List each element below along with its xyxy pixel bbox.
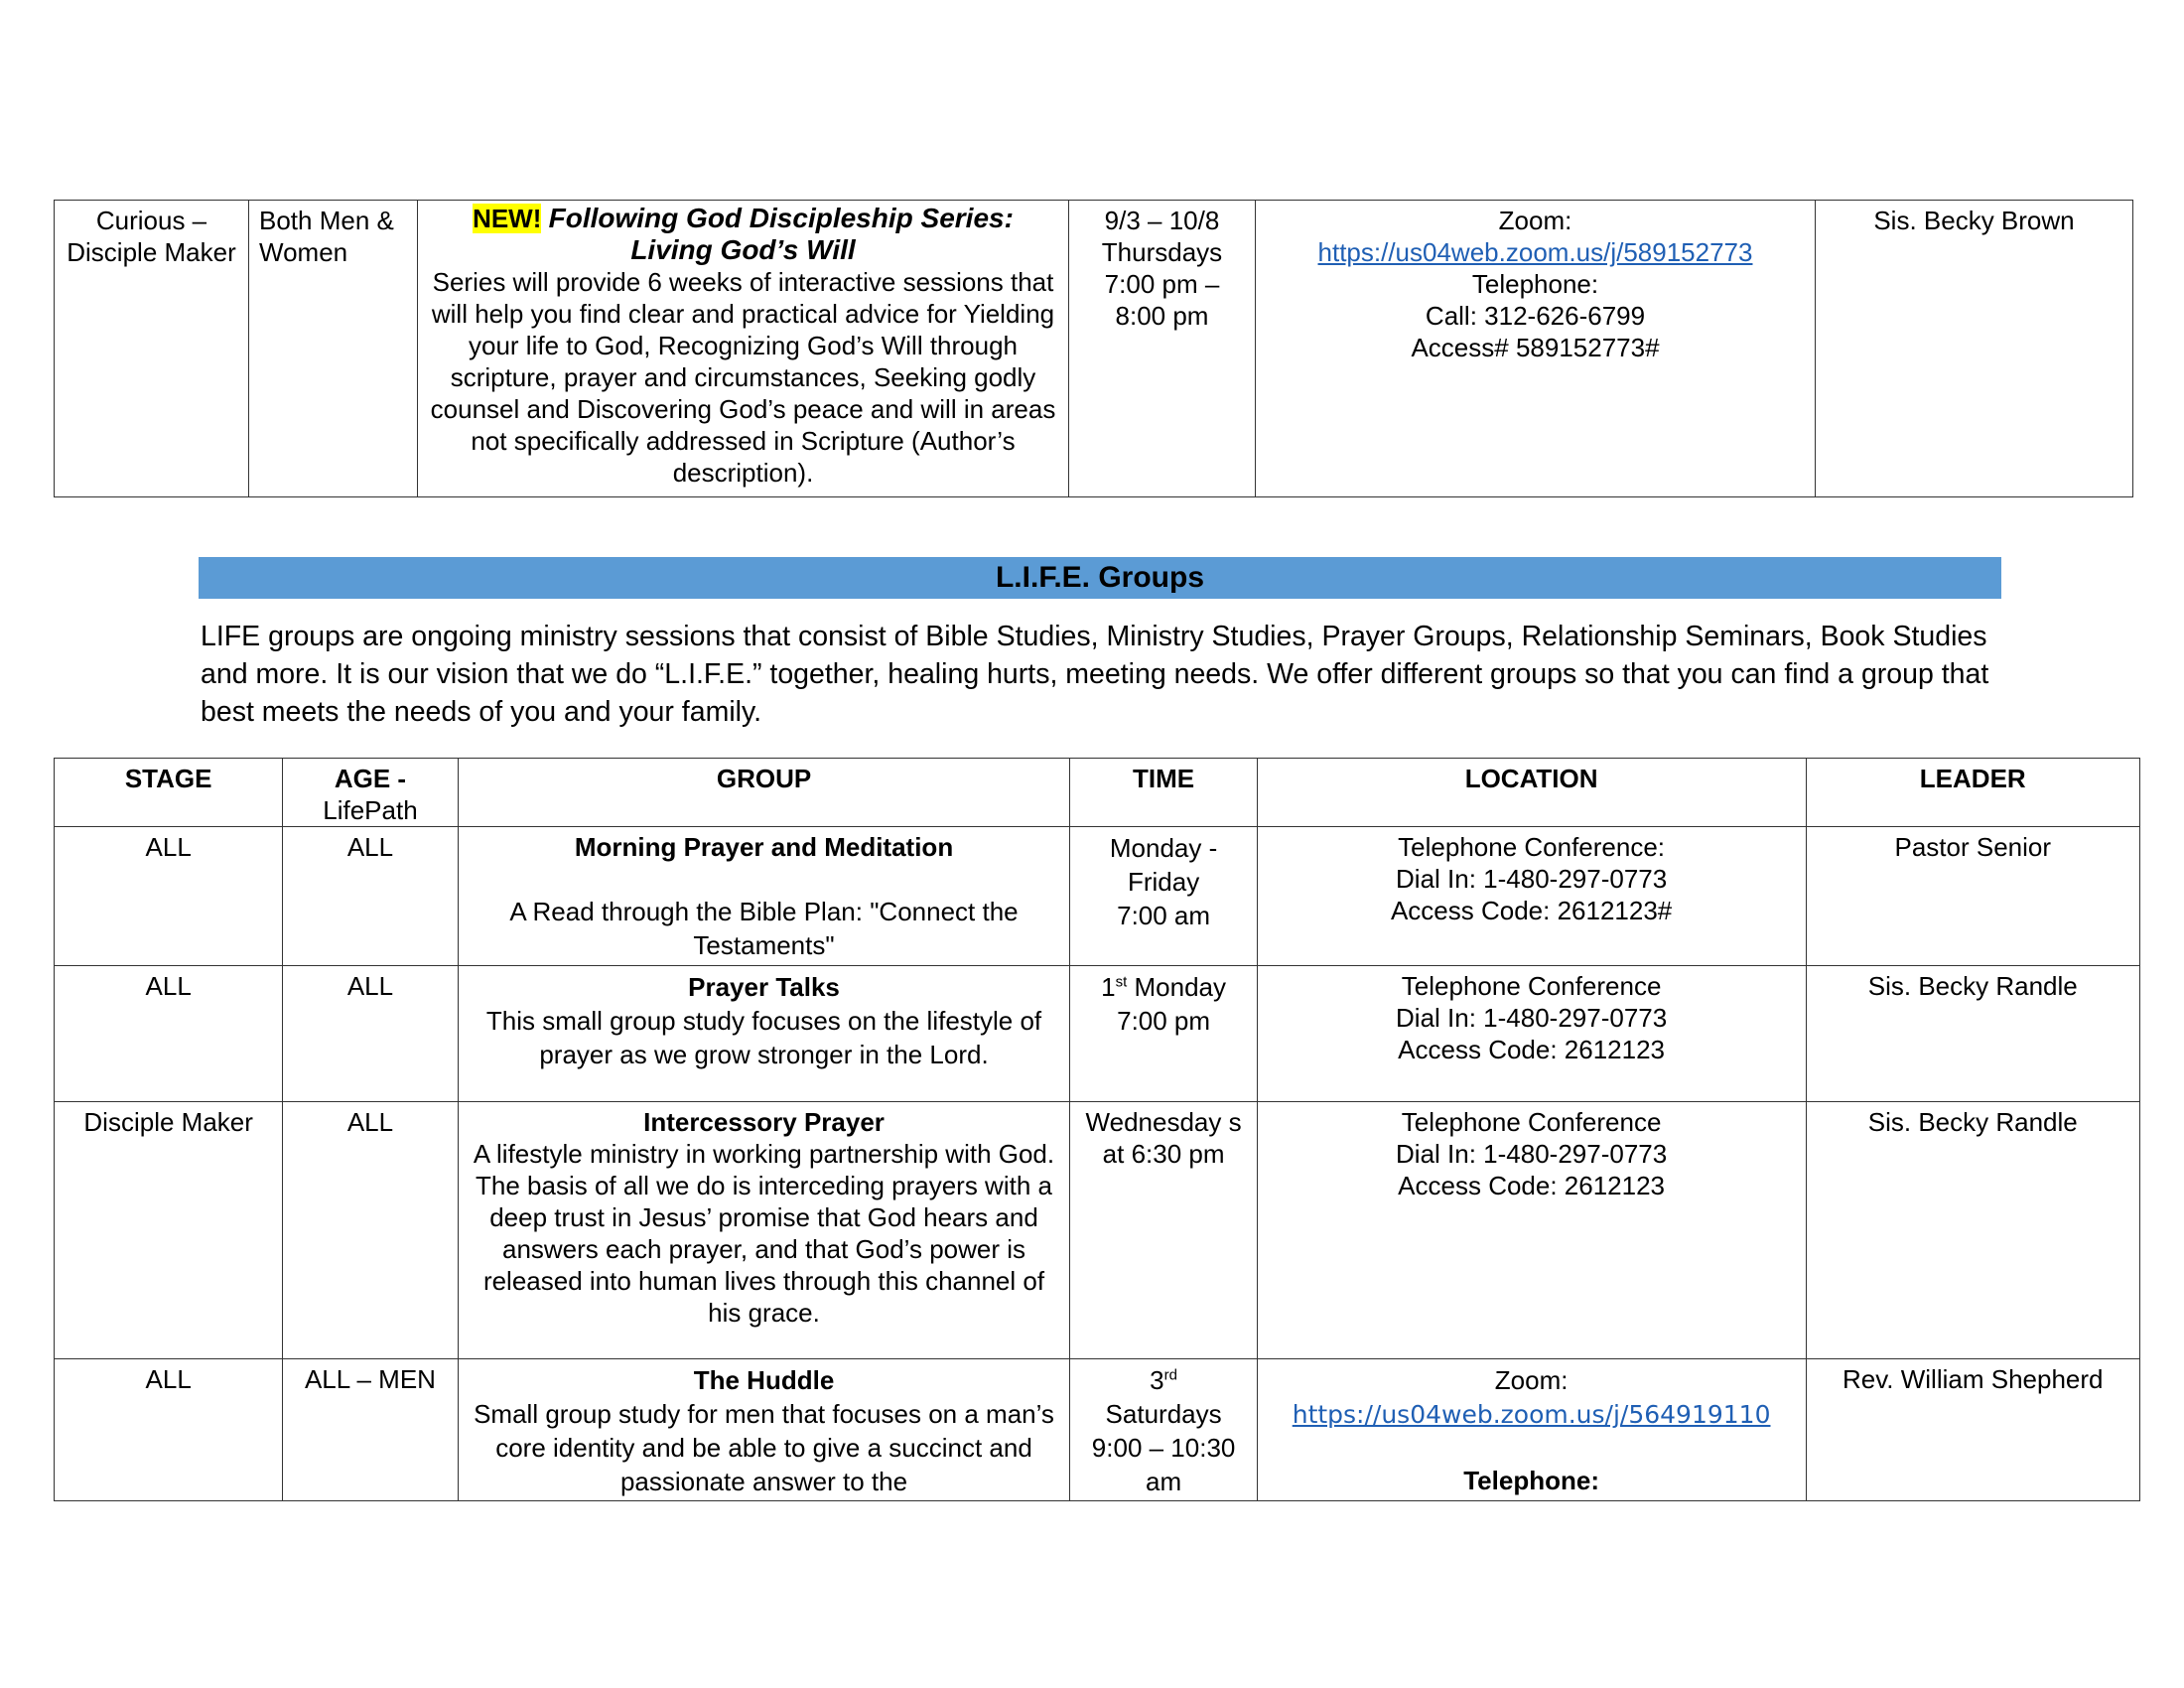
table-row	[55, 827, 2140, 966]
age-cell: ALL	[283, 827, 458, 966]
location-cell: Zoom: https://us04web.zoom.us/j/589152773 Telephone: Call: 312-626-6799 Access# 589152773#	[1256, 201, 1816, 497]
group-cell	[458, 1359, 1070, 1501]
time-cell: 9/3 – 10/8 Thursdays 7:00 pm – 8:00 pm	[1069, 201, 1256, 497]
leader-cell: Sis. Becky Brown	[1816, 201, 2133, 497]
leader-cell: Pastor Senior	[1806, 827, 2140, 966]
table-row	[55, 1359, 2140, 1501]
table-row	[55, 1102, 2140, 1359]
leader-cell: Sis. Becky Randle	[1806, 1102, 2140, 1359]
life-groups-intro: LIFE groups are ongoing ministry sessions that consist of Bible Studies, Ministry Studies, Prayer Groups, Relationship Seminars, Book Studies and more. It is our vision that we do “L.I.F.E.” together, healing hurts, meeting needs. We offer different groups so that you can find a group that best meets the needs of you and your family.	[201, 621, 1989, 728]
header-age: AGE - LifePath	[283, 759, 458, 827]
group-cell	[458, 966, 1070, 1102]
stage-cell: Curious – Disciple Maker	[55, 201, 249, 497]
time-cell: 1st Monday 7:00 pm	[1070, 966, 1257, 1102]
zoom-link[interactable]: https://us04web.zoom.us/j/564919110	[1292, 1400, 1771, 1429]
leader-cell: Sis. Becky Randle	[1806, 966, 2140, 1102]
stage-cell: ALL	[55, 966, 283, 1102]
age-cell: ALL	[283, 966, 458, 1102]
time-cell: 3rd Saturdays 9:00 – 10:30 am	[1070, 1359, 1257, 1501]
header-group: GROUP	[458, 759, 1070, 827]
age-cell: Both Men & Women	[249, 201, 418, 497]
leader-cell: Rev. William Shepherd	[1806, 1359, 2140, 1501]
header-time: TIME	[1070, 759, 1257, 827]
group-description: Small group study for men that focuses on a man’s core identity and be able to give a succinct and passionate answer to the	[474, 1399, 1054, 1496]
discipleship-table	[54, 200, 2133, 497]
location-cell: Telephone Conference Dial In: 1-480-297-0773 Access Code: 2612123	[1257, 966, 1806, 1102]
group-title: The Huddle	[693, 1365, 835, 1395]
series-title: Following God Discipleship Series: Living God’s Will	[548, 203, 1014, 265]
header-leader: LEADER	[1806, 759, 2140, 827]
group-description: A Read through the Bible Plan: "Connect the Testaments"	[509, 897, 1019, 960]
group-title: Prayer Talks	[688, 972, 840, 1002]
stage-cell: ALL	[55, 827, 283, 966]
time-cell: Wednesday s at 6:30 pm	[1070, 1102, 1257, 1359]
header-stage: STAGE	[55, 759, 283, 827]
group-description: A lifestyle ministry in working partnership with God. The basis of all we do is interceding prayers with a deep trust in Jesus’ promise that God hears and answers each prayer, and that God’s power is released into human lives through this channel of his grace.	[473, 1139, 1055, 1328]
group-title: Morning Prayer and Meditation	[574, 832, 954, 862]
new-badge: NEW!	[473, 204, 542, 233]
location-cell: Telephone Conference Dial In: 1-480-297-0773 Access Code: 2612123	[1257, 1102, 1806, 1359]
stage-cell: ALL	[55, 1359, 283, 1501]
group-cell	[418, 201, 1069, 497]
life-groups-table	[54, 758, 2140, 1501]
group-title: Intercessory Prayer	[643, 1107, 885, 1137]
group-cell	[458, 1102, 1070, 1359]
time-cell: Monday - Friday 7:00 am	[1070, 827, 1257, 966]
table-header-row	[55, 759, 2140, 827]
group-cell	[458, 827, 1070, 966]
header-location: LOCATION	[1257, 759, 1806, 827]
zoom-link[interactable]: https://us04web.zoom.us/j/589152773	[1317, 237, 1753, 267]
series-description: Series will provide 6 weeks of interactive sessions that will help you find clear and practical advice for Yielding your life to God, Recognizing God’s Will through scripture, prayer and circumstances, Seeking godly counsel and Discovering God’s peace and will in areas not specifically addressed in Scripture (Author’s description).	[430, 267, 1056, 488]
location-cell: Telephone Conference: Dial In: 1-480-297-0773 Access Code: 2612123#	[1257, 827, 1806, 966]
age-cell: ALL – MEN	[283, 1359, 458, 1501]
group-description: This small group study focuses on the lifestyle of prayer as we grow stronger in the Lord.	[485, 1006, 1042, 1069]
table-row	[55, 201, 2133, 497]
location-cell: Zoom: https://us04web.zoom.us/j/564919110 Telephone:	[1257, 1359, 1806, 1501]
table-row	[55, 966, 2140, 1102]
stage-cell: Disciple Maker	[55, 1102, 283, 1359]
life-groups-banner: L.I.F.E. Groups	[199, 557, 2001, 599]
age-cell: ALL	[283, 1102, 458, 1359]
